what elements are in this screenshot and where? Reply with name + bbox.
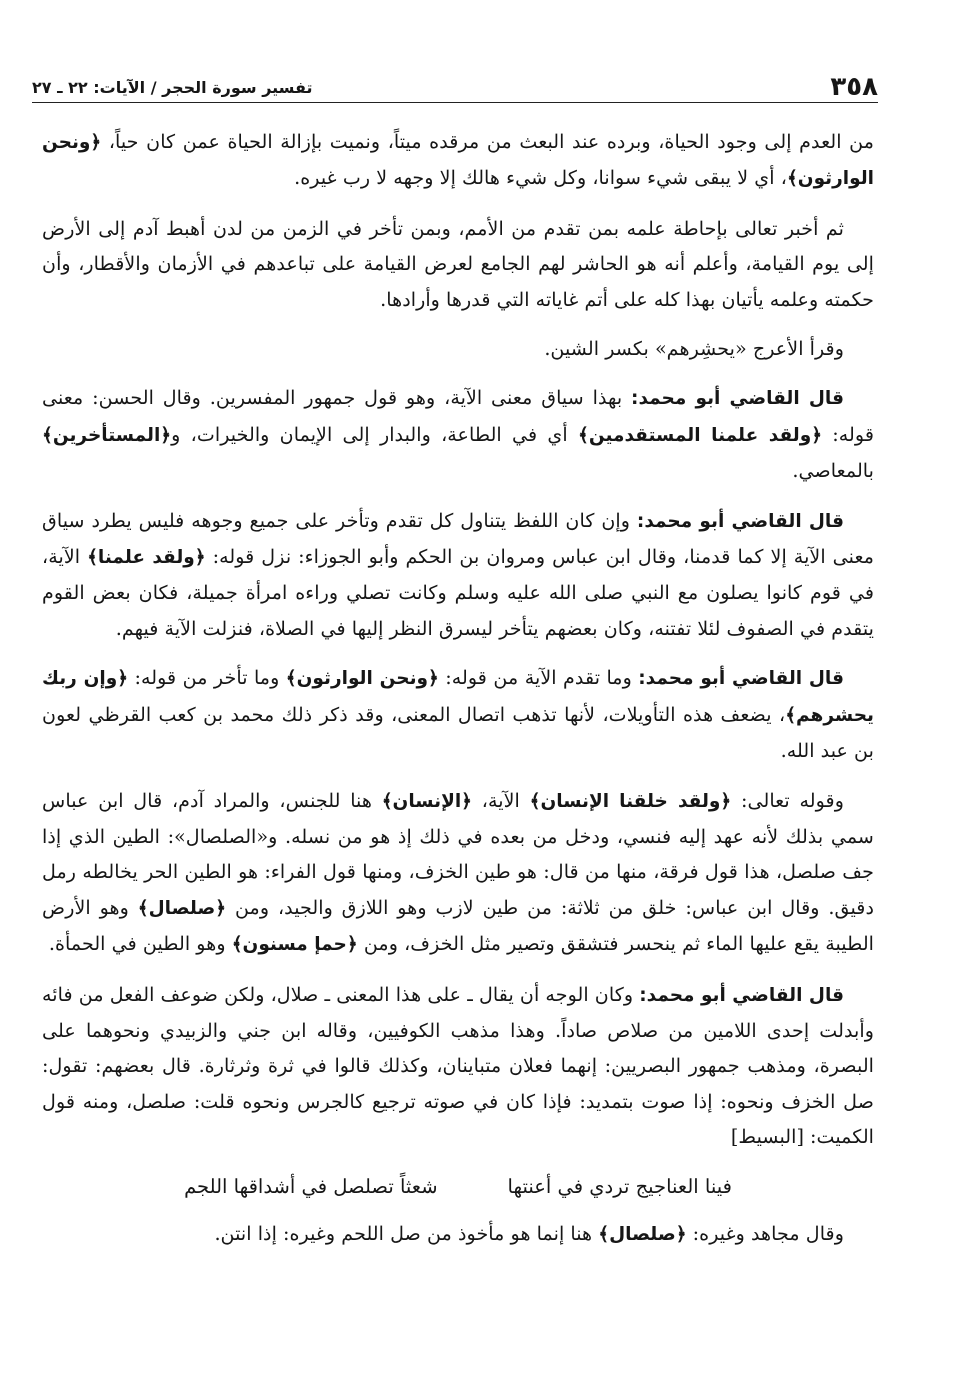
quran-quote: ﴿ولقد علمنا المستقدمين﴾ bbox=[577, 424, 823, 446]
speaker-label: قال القاضي أبو محمد: bbox=[638, 668, 844, 690]
running-title: تفسير سورة الحجر / الآيات: ٢٢ ـ ٢٧ bbox=[32, 78, 313, 97]
speaker-label: قال القاضي أبو محمد: bbox=[631, 388, 844, 410]
quran-quote: ﴿وإن ربك يحشرهم﴾ bbox=[42, 668, 874, 726]
poetry-verse bbox=[42, 1169, 874, 1204]
speaker-label: قال القاضي أبو محمد: bbox=[639, 984, 844, 1006]
paragraph-8: قال القاضي أبو محمد: وكان الوجه أن يقال ـ على هذا المعنى ـ صلال، ولكن ضوعف الفعل من فائه وأبدلت إحدى اللامين من صلاص صاداً. وهذا مذهب الكوفيين، وقاله ابن جني والزبيدي ونحوهما على البصرة، ومذهب جمهور البصريين: إنهما فعلان متباينان، وكذلك قالوا في ثرة وثرثارة. قال بعضهم: تقول: صل الخزف ونحوه: إذا صوت بتمديد: فإذا كان في صوته ترجيع كالجرس ونحوه قلت: صلصل، ومنه قول الكميت: [البسيط] bbox=[42, 982, 874, 1149]
header-rule bbox=[32, 102, 878, 103]
paragraph-5: قال القاضي أبو محمد: وإن كان اللفظ يتناول كل تقدم وتأخر على جميع وجوهه فليس يطرد سياق معنى الآية إلا كما قدمنا، وقال ابن عباس ومروان بن الحكم وأبو الجوزاء: نزل قوله: ﴿ولقد علمنا﴾ الآية، في قوم كانوا يصلون مع النبي صلى الله عليه وسلم وكانت تصلي وراءه امرأة جميلة، فكان بعض القوم يتقدم في الصفوف لئلا تفتنه، وكان بعضهم يتأخر ليسرق النظر إليها في الصلاة، فنزلت الآية فيهم. bbox=[42, 508, 875, 640]
paragraph-9: وقال مجاهد وغيره: ﴿صلصال﴾ هنا إنما هو مأخوذ من صل اللحم وغيره: إذا انتن. bbox=[214, 1221, 844, 1245]
quran-quote: ﴿ولقد خلقنا الإنسان﴾ bbox=[529, 790, 732, 812]
quran-quote: ﴿المستأخرين﴾ bbox=[42, 424, 172, 446]
paragraph-3: وقرأ الأعرج «يحشِرهم» بكسر الشين. bbox=[544, 337, 844, 361]
paragraph-4: قال القاضي أبو محمد: بهذا سياق معنى الآية، وهو قول جمهور المفسرين. وقال الحسن: معنى قوله: ﴿ولقد علمنا المستقدمين﴾ أي في الطاعة، والبدار إلى الإيمان والخيرات، و﴿المستأخرين﴾ بالمعاصي. bbox=[42, 386, 874, 483]
quran-quote: ﴿ونحن الوارثون﴾ bbox=[285, 668, 439, 690]
paragraph-6: قال القاضي أبو محمد: وما تقدم الآية من قوله: ﴿ونحن الوارثون﴾ وما تأخر من قوله: ﴿وإن ربك يحشرهم﴾، يضعف هذه التأويلات، لأنها تذهب اتصال المعنى، وقد ذكر ذلك محمد بن كعب القرظي لعون بن عبد الله. bbox=[42, 666, 874, 763]
verse-second-hemistich: شعثاً تصلصل في أشداقها اللجم bbox=[184, 1174, 438, 1198]
paragraph-7: وقوله تعالى: ﴿ولقد خلقنا الإنسان﴾ الآية، ﴿الإنسان﴾ هنا للجنس، والمراد آدم، قال ابن عباس سمي بذلك لأنه عهد إليه فنسي، ودخل من بعده في ذلك إذ هو من نسله. و«الصلصال»: الطين الذي إذا جف صلصل، هذا قول فرقة، منها من قال: هو طين الخزف، ومنها قول الفراء: هو الطين الحر يخالطه رمل دقيق. وقال ابن عباس: خلق من ثلاثة: من طين لازب وهو اللازق والجيد، ومن ﴿صلصال﴾ وهو الأرض الطيبة يقع عليها الماء ثم ينحسر فتشقق وتصير مثل الخزف، ومن ﴿حمإ مسنون﴾ وهو الطين في الحمأة. bbox=[42, 788, 875, 956]
verse-first-hemistich: فينا العناجيج تردي في أعنتها bbox=[507, 1174, 732, 1198]
quran-quote: ﴿ونحن الوارثون﴾ bbox=[42, 132, 874, 190]
quran-quote: ﴿الإنسان﴾ bbox=[381, 790, 473, 812]
quran-quote: ﴿حمإ مسنون﴾ bbox=[231, 934, 358, 956]
paragraph-1: من العدم إلى وجود الحياة، وبرده عند البعث من مرقده ميتاً، ونميت بإزالة الحياة عمن كان حياً، ﴿ونحن الوارثون﴾، أي لا يبقى شيء سوانا، وكل شيء هالك إلا وجهه لا رب غيره. bbox=[42, 130, 874, 190]
page-body bbox=[42, 124, 874, 1266]
quran-quote: ﴿ولقد علمنا﴾ bbox=[87, 547, 206, 569]
page-number: ٣٥٨ bbox=[830, 72, 878, 102]
quran-quote: ﴿صلصال﴾ bbox=[137, 897, 227, 919]
paragraph-2: ثم أخبر تعالى بإحاطة علمه بمن تقدم من الأمم، وبمن تأخر في الزمن من لدن أهبط آدم إلى الأرض إلى يوم القيامة، وأعلم أنه هو الحاشر لهم الجامع لعرض القيامة على تباعدهم في الأزمان والأقطار، وأن حكمته وعلمه يأتيان بهذا كله على أتم غاياته التي قدرها وأرادها. bbox=[42, 216, 874, 311]
speaker-label: قال القاضي أبو محمد: bbox=[636, 510, 844, 532]
page-header bbox=[18, 72, 878, 112]
quran-quote: ﴿صلصال﴾ bbox=[598, 1223, 687, 1245]
